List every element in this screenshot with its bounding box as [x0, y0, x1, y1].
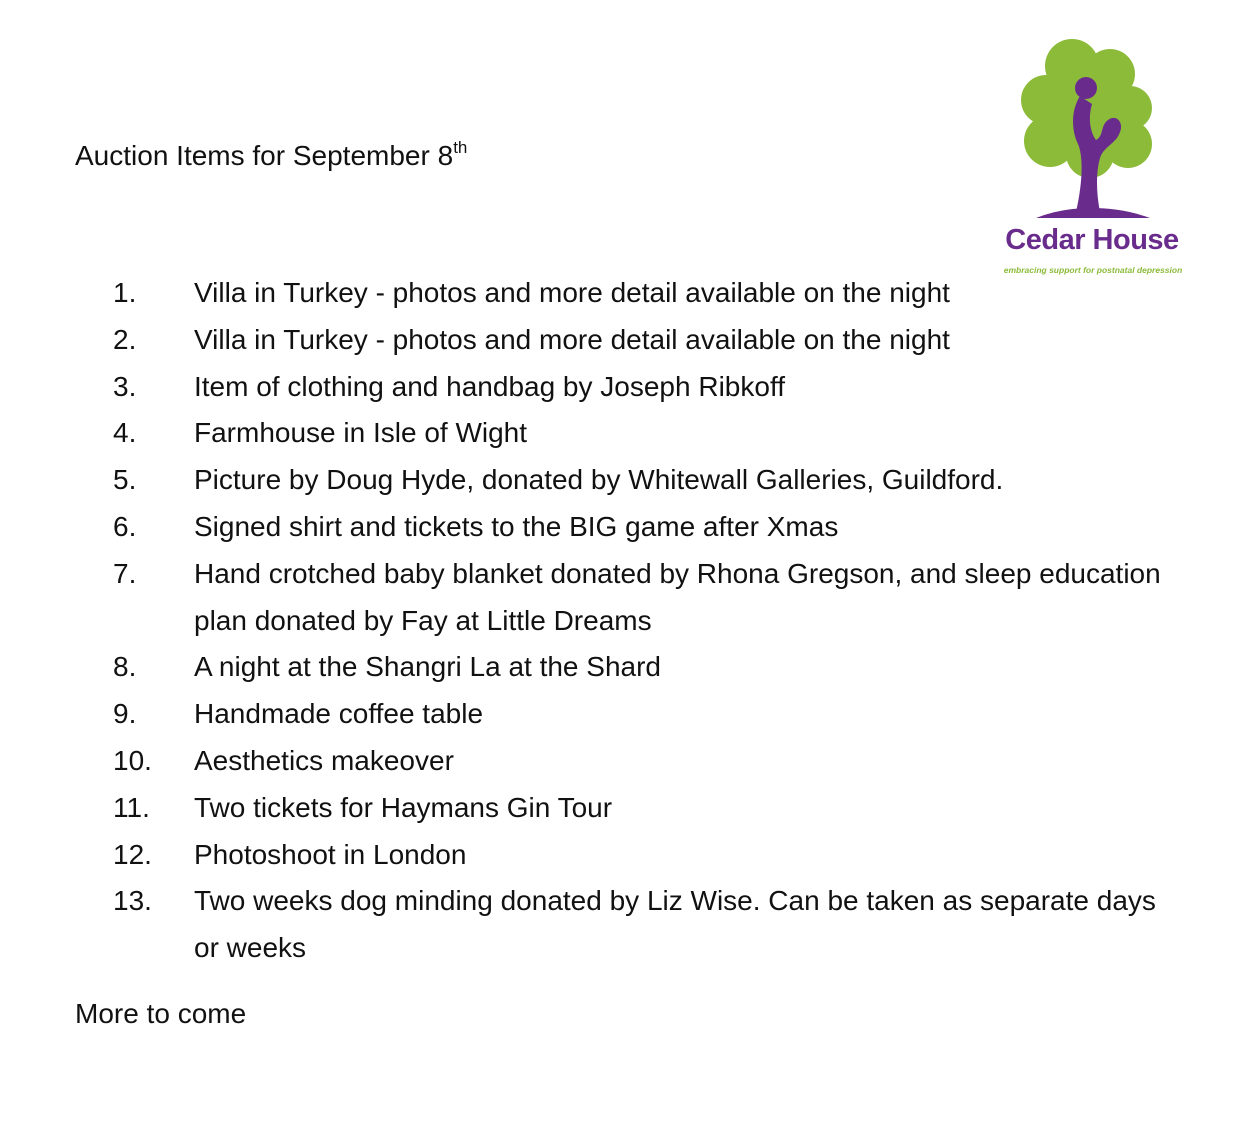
item-number: 2. [113, 323, 137, 355]
item-text: Aesthetics makeover [194, 744, 454, 776]
list-item [0, 691, 1239, 738]
list-item [0, 364, 1239, 411]
list-item [0, 410, 1239, 457]
item-text: A night at the Shangri La at the Shard [194, 651, 662, 683]
item-number: 10. [113, 744, 152, 776]
list-item [0, 644, 1239, 691]
list-item [0, 270, 1239, 317]
item-text: Farmhouse in Isle of Wight [194, 417, 528, 449]
title-superscript: th [453, 138, 468, 157]
item-number: 8. [113, 651, 137, 683]
item-number: 13. [113, 885, 152, 917]
item-text: Villa in Turkey - photos and more detail available on the night [194, 323, 950, 355]
logo-tagline: embracing support for postnatal depression [1003, 265, 1183, 275]
auction-items-list [0, 270, 1239, 972]
footer-note: More to come [75, 998, 247, 1029]
item-text: Picture by Doug Hyde, donated by Whitewall Galleries, Guildford. [194, 464, 1004, 496]
list-item [0, 832, 1239, 879]
item-number: 3. [113, 370, 137, 402]
item-text: Signed shirt and tickets to the BIG game after Xmas [194, 510, 839, 542]
item-number: 11. [113, 791, 150, 823]
logo-name: Cedar House [1005, 224, 1179, 256]
list-item [0, 878, 1239, 972]
item-text: Villa in Turkey - photos and more detail available on the night [194, 277, 950, 308]
item-text: Two tickets for Haymans Gin Tour [194, 791, 613, 823]
item-number: 9. [113, 698, 137, 730]
item-number: 12. [113, 838, 152, 870]
list-item [0, 504, 1239, 551]
item-text: Hand crotched baby blanket donated by Rhona Gregson, and sleep education plan donated by Fay at Little Dreams [194, 557, 1161, 636]
tree-with-mother-and-child-icon [1000, 36, 1190, 226]
item-number: 5. [113, 464, 137, 496]
page-title [75, 138, 467, 174]
item-number: 7. [113, 557, 137, 589]
cedar-house-logo [1000, 36, 1190, 281]
list-item [0, 551, 1239, 645]
list-item [0, 317, 1239, 364]
item-number: 4. [113, 417, 137, 449]
list-item [0, 738, 1239, 785]
item-text: Handmade coffee table [194, 698, 484, 730]
item-text: Photoshoot in London [194, 838, 467, 870]
list-item [0, 457, 1239, 504]
list-item [0, 785, 1239, 832]
title-text: Auction Items for September 8 [75, 140, 454, 171]
item-text: Item of clothing and handbag by Joseph Ribkoff [194, 370, 785, 402]
item-number: 1. [113, 277, 137, 308]
item-text: Two weeks dog minding donated by Liz Wise. Can be taken as separate days or weeks [194, 885, 1156, 964]
item-number: 6. [113, 510, 137, 542]
